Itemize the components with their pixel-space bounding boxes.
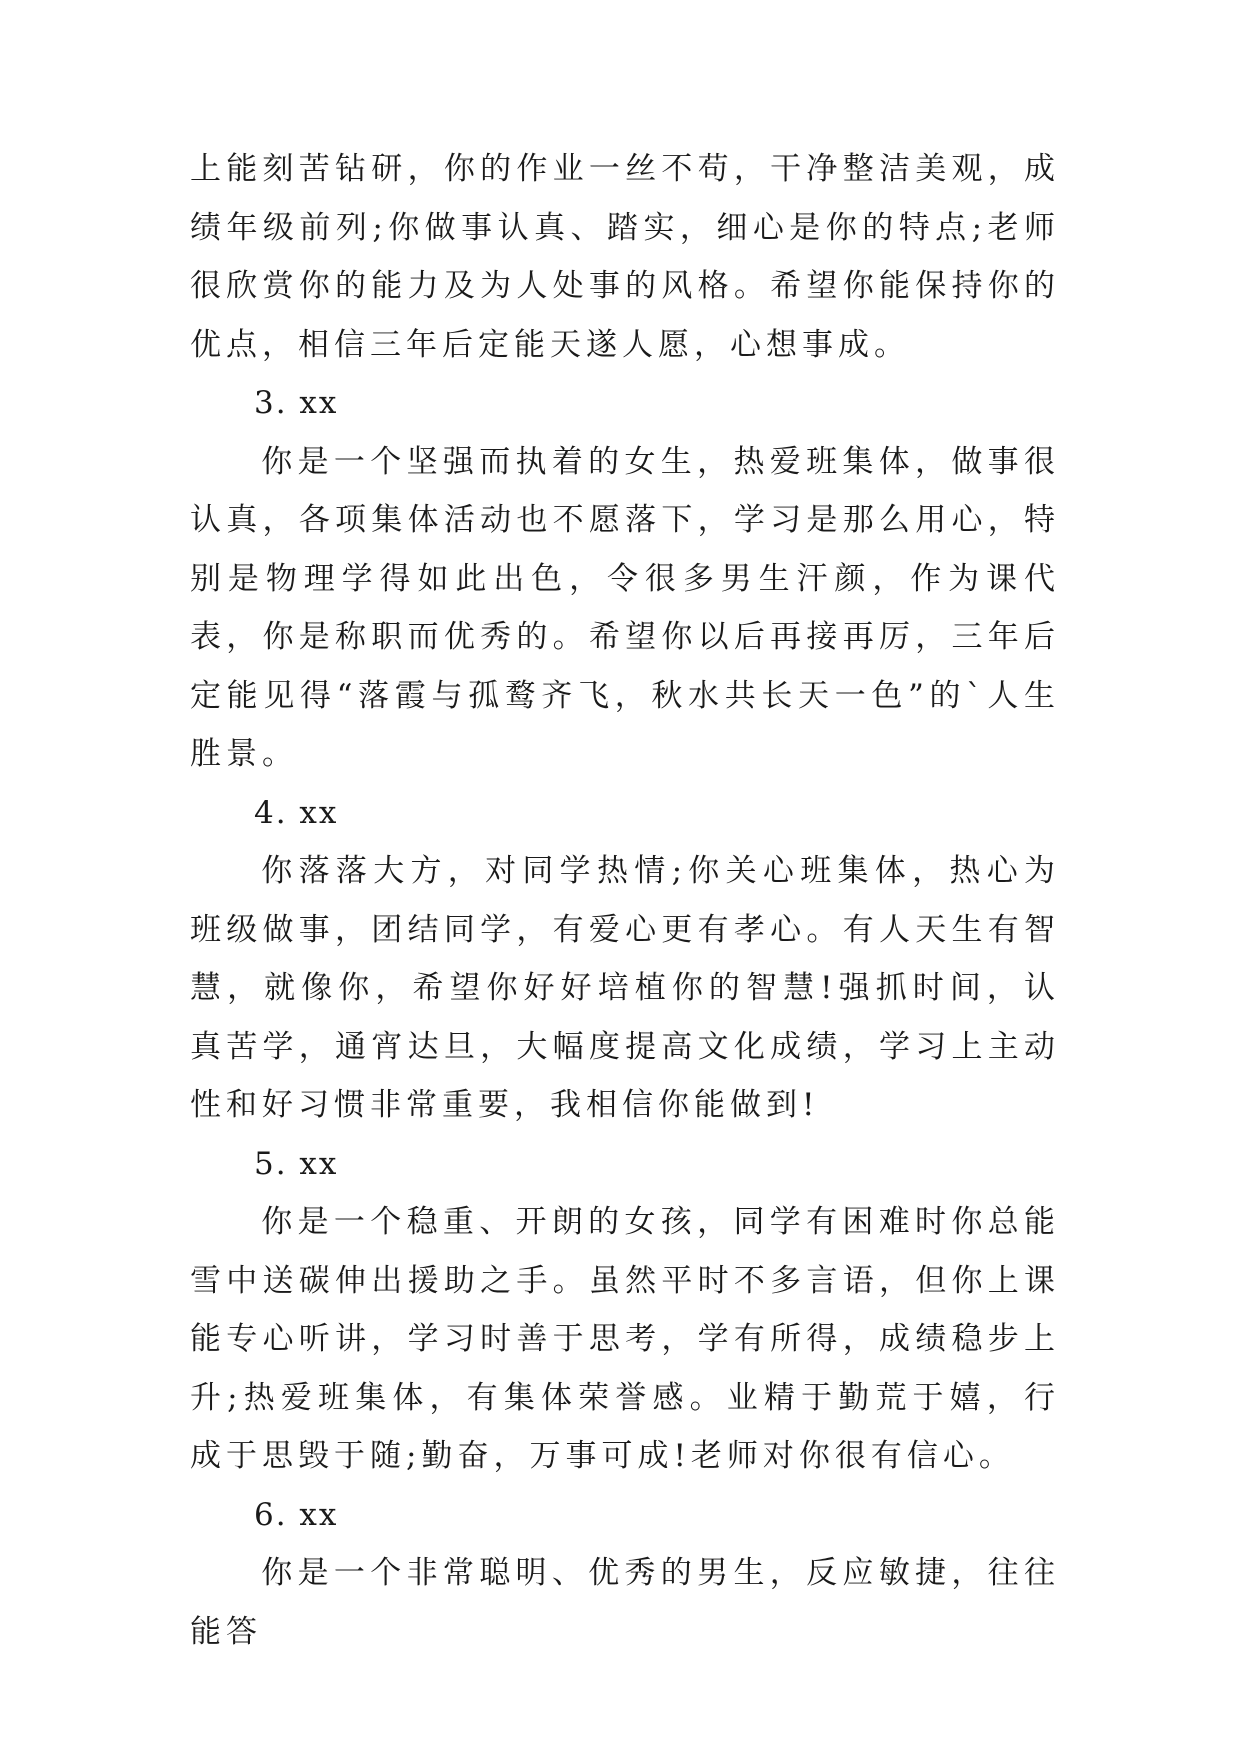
entry-text-5: 你是一个稳重、开朗的女孩，同学有困难时你总能雪中送碳伸出援助之手。虽然平时不多言语，但你上课能专心听讲，学习时善于思考，学有所得，成绩稳步上升;热爱班集体，有集体荣誉感。业精于勤荒于嬉，行成于思毁于随;勤奋，万事可成!老师对你很有信心。 <box>190 1204 1060 1474</box>
entry-heading-4: 4. xx <box>254 794 339 831</box>
entry-text-6: 你是一个非常聪明、优秀的男生，反应敏捷，往往能答 <box>190 1555 1060 1650</box>
entry-heading-6: 6. xx <box>254 1496 339 1533</box>
entry-text-4: 你落落大方，对同学热情;你关心班集体，热心为班级做事，团结同学，有爱心更有孝心。有人天生有智慧，就像你，希望你好好培植你的智慧!强抓时间，认真苦学，通宵达旦，大幅度提高文化成绩，学习上主动性和好习惯非常重要，我相信你能做到! <box>190 853 1060 1123</box>
continued-paragraph: 上能刻苦钻研，你的作业一丝不苟，干净整洁美观，成绩年级前列;你做事认真、踏实，细心是你的特点;老师很欣赏你的能力及为人处事的风格。希望你能保持你的优点，相信三年后定能天遂人愿，心想事成。 <box>190 151 1060 363</box>
entry-text-3: 你是一个坚强而执着的女生，热爱班集体，做事很认真，各项集体活动也不愿落下，学习是那么用心，特别是物理学得如此出色，令很多男生汗颜，作为课代表，你是称职而优秀的。希望你以后再接再厉，三年后定能见得“落霞与孤鹜齐飞，秋水共长天一色”的`人生胜景。 <box>190 443 1060 772</box>
entry-heading-3: 3. xx <box>254 385 339 421</box>
entry-heading-5: 5. xx <box>254 1145 339 1182</box>
document-body <box>190 140 1060 1661</box>
